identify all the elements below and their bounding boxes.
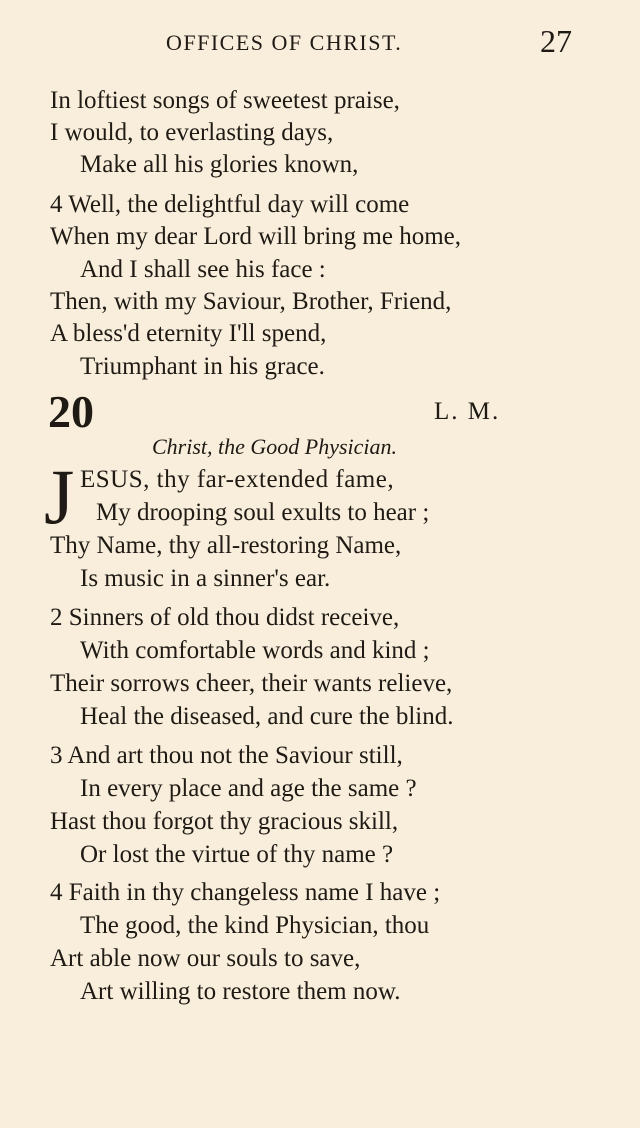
verse-line: When my dear Lord will bring me home,	[50, 223, 461, 250]
verse-line: Art able now our souls to save,	[50, 945, 361, 972]
verse-line: My drooping soul exults to hear ;	[96, 499, 430, 526]
verse-line: In loftiest songs of sweetest praise,	[50, 87, 400, 114]
verse-line: ESUS, thy far-extended fame,	[80, 466, 395, 493]
hymn-number: 20	[48, 386, 94, 437]
verse-line: A bless'd eternity I'll spend,	[50, 320, 327, 347]
running-head-title: OFFICES OF CHRIST.	[166, 30, 403, 55]
verse-line: And I shall see his face :	[80, 256, 326, 283]
verse-line: In every place and age the same ?	[80, 775, 417, 802]
verse-line: Hast thou forgot thy gracious skill,	[50, 808, 399, 835]
verse-line: 3 And art thou not the Saviour still,	[50, 742, 403, 769]
verse-line: 4 Well, the delightful day will come	[50, 191, 410, 218]
hymn-title: Christ, the Good Physician.	[152, 434, 398, 459]
verse-line: Is music in a sinner's ear.	[80, 565, 331, 592]
verse-line: 4 Faith in thy changeless name I have ;	[50, 879, 441, 906]
page-number: 27	[540, 23, 572, 59]
verse-line: Their sorrows cheer, their wants relieve,	[50, 670, 453, 697]
hymn-meter: L. M.	[434, 398, 501, 425]
verse-line: Heal the diseased, and cure the blind.	[80, 703, 454, 730]
verse-line: 2 Sinners of old thou didst receive,	[50, 604, 400, 631]
verse-line: The good, the kind Physician, thou	[80, 912, 430, 939]
verse-line: Make all his glories known,	[80, 151, 359, 178]
verse-line: Then, with my Saviour, Brother, Friend,	[50, 288, 452, 315]
drop-cap: J	[44, 453, 75, 540]
verse-line: Thy Name, thy all-restoring Name,	[50, 532, 402, 559]
verse-line: Art willing to restore them now.	[80, 978, 401, 1005]
verse-line: Or lost the virtue of thy name ?	[80, 841, 394, 868]
verse-line: With comfortable words and kind ;	[80, 637, 430, 664]
running-head	[0, 23, 640, 62]
verse-line: I would, to everlasting days,	[50, 119, 334, 146]
verse-line: Triumphant in his grace.	[80, 353, 325, 380]
